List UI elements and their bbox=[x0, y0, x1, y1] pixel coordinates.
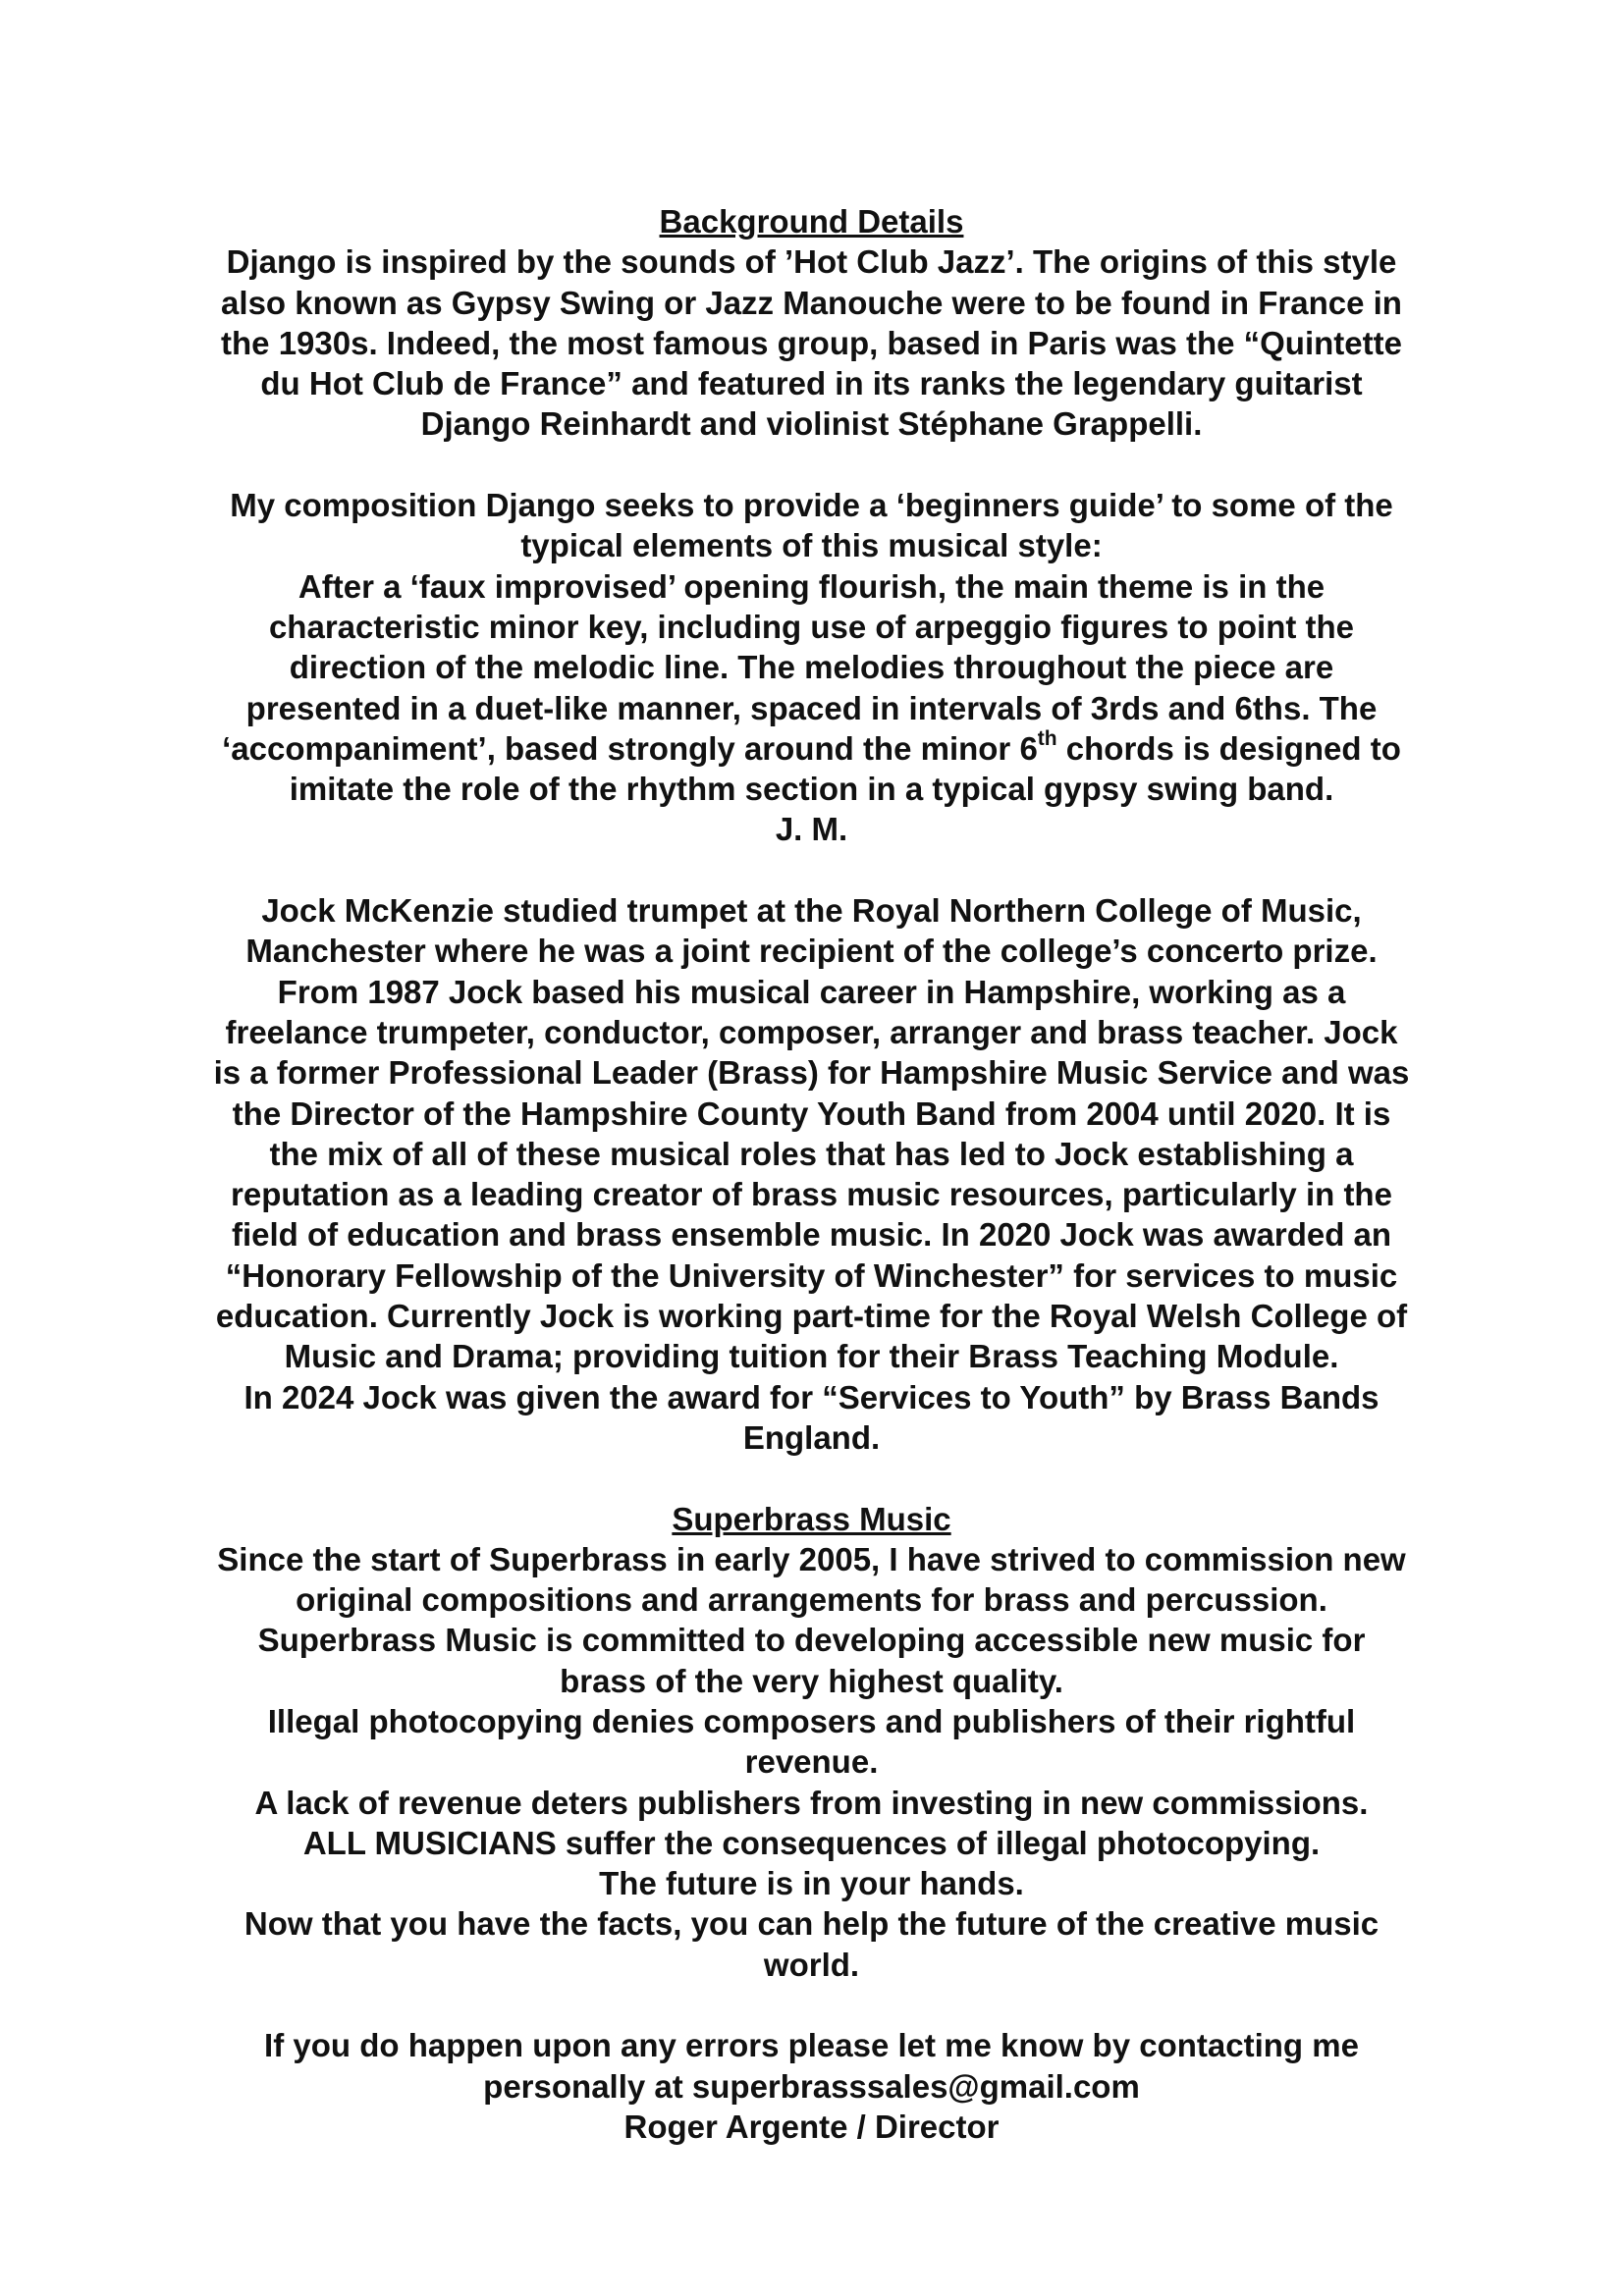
bio-line: Manchester where he was a joint recipient of the college’s concerto prize. bbox=[245, 933, 1378, 970]
background-line: the 1930s. Indeed, the most famous group, based in Paris was the “Quintette bbox=[221, 324, 1402, 361]
spacer bbox=[147, 1458, 1476, 1498]
composer-initials: J. M. bbox=[775, 811, 848, 848]
composition-line: My composition Django seeks to provide a ‘beginners guide’ to some of the bbox=[230, 487, 1393, 524]
superbrass-line: ALL MUSICIANS suffer the consequences of illegal photocopying. bbox=[302, 1824, 1321, 1861]
superbrass-line: Now that you have the facts, you can help the future of the creative music bbox=[243, 1905, 1380, 1943]
bio-line: Jock McKenzie studied trumpet at the Royal Northern College of Music, bbox=[261, 892, 1362, 930]
superbrass-line: original compositions and arrangements for brass and percussion. bbox=[296, 1581, 1327, 1619]
superbrass-heading: Superbrass Music bbox=[672, 1500, 951, 1537]
composition-line: direction of the melodic line. The melodies throughout the piece are bbox=[289, 649, 1334, 686]
bio-line: From 1987 Jock based his musical career in Hampshire, working as a bbox=[277, 973, 1346, 1010]
background-line: Django Reinhardt and violinist Stéphane Grappelli. bbox=[420, 405, 1203, 443]
superbrass-line: brass of the very highest quality. bbox=[560, 1662, 1063, 1699]
background-heading: Background Details bbox=[659, 203, 964, 240]
composition-section bbox=[147, 485, 1476, 850]
contact-email-line: personally at superbrasssales@gmail.com bbox=[483, 2067, 1140, 2105]
contact-line: If you do happen upon any errors please let me know by contacting me bbox=[264, 2027, 1359, 2064]
composition-line: characteristic minor key, including use of arpeggio figures to point the bbox=[268, 608, 1355, 645]
background-line: du Hot Club de France” and featured in its ranks the legendary guitarist bbox=[260, 365, 1363, 402]
bio-line: the Director of the Hampshire County Youth Band from 2004 until 2020. It is bbox=[232, 1095, 1391, 1132]
superbrass-line: revenue. bbox=[744, 1743, 879, 1781]
bio-line: is a former Professional Leader (Brass) for Hampshire Music Service and was bbox=[213, 1054, 1410, 1092]
superbrass-section bbox=[147, 1499, 1476, 1986]
composition-line: After a ‘faux improvised’ opening flourish, the main theme is in the bbox=[298, 567, 1325, 605]
superbrass-line: world. bbox=[763, 1946, 860, 1983]
background-section bbox=[147, 201, 1476, 445]
composition-line: typical elements of this musical style: bbox=[520, 527, 1103, 564]
bio-line: Music and Drama; providing tuition for their Brass Teaching Module. bbox=[284, 1338, 1339, 1375]
spacer bbox=[147, 1985, 1476, 2025]
bio-line: “Honorary Fellowship of the University of Winchester” for services to music bbox=[225, 1256, 1398, 1294]
bio-line: In 2024 Jock was given the award for “Services to Youth” by Brass Bands bbox=[243, 1378, 1380, 1415]
ordinal-superscript: th bbox=[1037, 726, 1057, 750]
bio-line: reputation as a leading creator of brass music resources, particularly in the bbox=[231, 1176, 1392, 1213]
superbrass-line: The future is in your hands. bbox=[599, 1865, 1024, 1902]
composition-line: imitate the role of the rhythm section in a typical gypsy swing band. bbox=[289, 771, 1334, 808]
superbrass-line: Illegal photocopying denies composers and publishers of their rightful bbox=[267, 1702, 1356, 1739]
document-page bbox=[147, 201, 1476, 2147]
superbrass-line: Since the start of Superbrass in early 2005, I have strived to commission new bbox=[217, 1540, 1406, 1577]
accompaniment-text-start: ‘accompaniment’, based strongly around the minor 6 bbox=[222, 729, 1038, 767]
composition-accompaniment-line bbox=[147, 728, 1476, 769]
spacer bbox=[147, 850, 1476, 890]
superbrass-line: A lack of revenue deters publishers from investing in new commissions. bbox=[254, 1784, 1369, 1821]
bio-line: field of education and brass ensemble music. In 2020 Jock was awarded an bbox=[231, 1216, 1392, 1254]
bio-section bbox=[147, 890, 1476, 1458]
background-line: also known as Gypsy Swing or Jazz Manouche were to be found in France in bbox=[221, 284, 1402, 321]
bio-line: freelance trumpeter, conductor, composer, arranger and brass teacher. Jock bbox=[225, 1013, 1398, 1050]
accompaniment-text-end: chords is designed to bbox=[1056, 729, 1401, 767]
superbrass-line: Superbrass Music is committed to developing accessible new music for bbox=[257, 1622, 1366, 1659]
signature-line: Roger Argente / Director bbox=[623, 2108, 1000, 2145]
background-line: Django is inspired by the sounds of ’Hot Club Jazz’. The origins of this style bbox=[226, 243, 1397, 281]
contact-section bbox=[147, 2025, 1476, 2147]
bio-line: England. bbox=[742, 1418, 881, 1456]
composition-line: presented in a duet-like manner, spaced in intervals of 3rds and 6ths. The bbox=[245, 689, 1378, 726]
bio-line: the mix of all of these musical roles that has led to Jock establishing a bbox=[269, 1135, 1354, 1172]
bio-line: education. Currently Jock is working part-time for the Royal Welsh College of bbox=[215, 1298, 1408, 1335]
spacer bbox=[147, 445, 1476, 485]
